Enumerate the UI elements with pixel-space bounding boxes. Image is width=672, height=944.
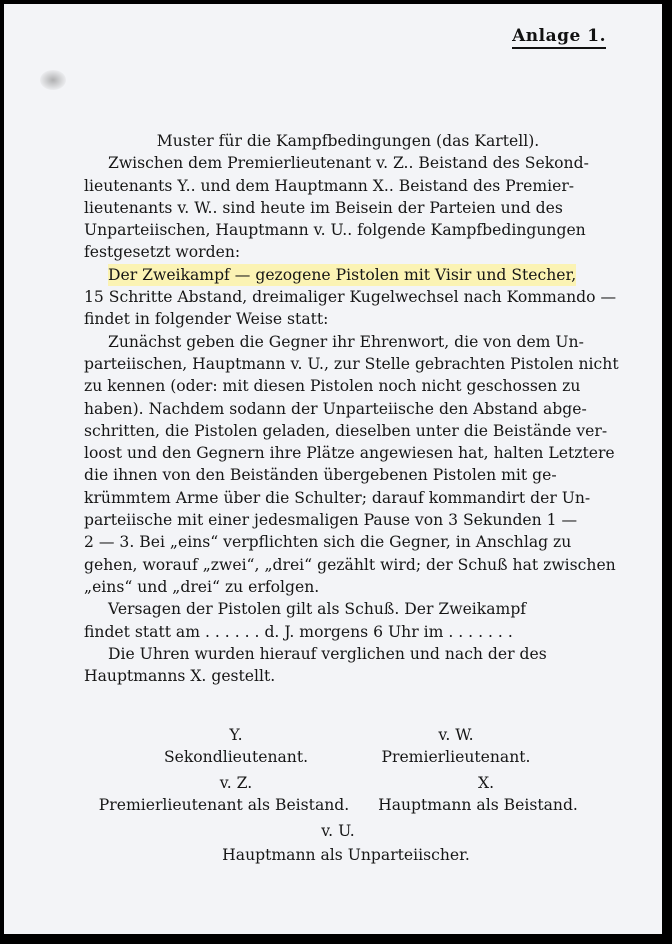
document-body (84, 130, 619, 687)
signature-initial-y: Y. (229, 726, 243, 744)
text-line: lieutenants Y.. und dem Hauptmann X.. Beistand des Premier- (84, 176, 575, 195)
signature-rank-z: Premierlieutenant als Beistand. (98, 796, 350, 814)
text-line: 2 — 3. Bei „eins“ verpflichten sich die Gegner, in Anschlag zu (84, 533, 572, 552)
document-title: Muster für die Kampfbedingungen (das Kartell). (156, 132, 540, 150)
text-line: Zwischen dem Premierlieutenant v. Z.. Beistand des Sekond- (108, 154, 589, 173)
text-line: „eins“ und „drei“ zu erfolgen. (84, 577, 320, 596)
text-line: Die Uhren wurden hierauf verglichen und nach der des (108, 644, 547, 663)
signature-rank-w: Premierlieutenant. (381, 748, 531, 766)
text-line: loost und den Gegnern ihre Plätze angewiesen hat, halten Letztere (84, 444, 615, 463)
document-page (4, 4, 662, 934)
text-line: Unparteiischen, Hauptmann v. U.. folgende Kampfbedingungen (84, 221, 586, 240)
text-line: haben). Nachdem sodann der Unparteiische den Abstand abge- (84, 399, 587, 418)
signature-block (84, 726, 612, 866)
text-line: 15 Schritte Abstand, dreimaliger Kugelwechsel nach Kommando — (84, 288, 617, 307)
signature-initial-u: v. U. (321, 822, 355, 840)
text-line: schritten, die Pistolen geladen, dieselben unter die Beistände ver- (84, 421, 608, 440)
appendix-label: Anlage 1. (512, 26, 606, 49)
text-line: findet in folgender Weise statt: (84, 310, 329, 329)
text-line: Versagen der Pistolen gilt als Schuß. Der Zweikampf (108, 600, 527, 619)
signature-initial-w: v. W. (438, 726, 474, 744)
signature-rank-u: Hauptmann als Unparteiischer. (222, 846, 470, 864)
text-line: festgesetzt worden: (84, 243, 241, 262)
text-line: die ihnen von den Beiständen übergebenen Pistolen mit ge- (84, 466, 557, 485)
signature-initial-x: X. (477, 774, 495, 792)
highlight-mark: Der Zweikampf — gezogene Pistolen mit Visir und Stecher, (108, 264, 576, 286)
text-line: parteiische mit einer jedesmaligen Pause von 3 Sekunden 1 — (84, 511, 578, 530)
signature-rank-x: Hauptmann als Beistand. (378, 796, 578, 814)
ink-smudge (40, 70, 66, 90)
text-line: krümmtem Arme über die Schulter; darauf kommandirt der Un- (84, 488, 591, 507)
signature-initial-z: v. Z. (219, 774, 253, 792)
text-line: gehen, worauf „zwei“, „drei“ gezählt wird; der Schuß hat zwischen (84, 555, 616, 574)
text-line: lieutenants v. W.. sind heute im Beisein der Parteien und des (84, 198, 563, 217)
text-line-highlighted (84, 264, 612, 286)
text-line: findet statt am . . . . . . d. J. morgens 6 Uhr im . . . . . . . (84, 622, 513, 641)
signature-rank-y: Sekondlieutenant. (163, 748, 309, 766)
text-line: Zunächst geben die Gegner ihr Ehrenwort, die von dem Un- (108, 332, 584, 351)
text-line: zu kennen (oder: mit diesen Pistolen noch nicht geschossen zu (84, 377, 581, 396)
text-line: Hauptmanns X. gestellt. (84, 667, 276, 686)
text-line: parteiischen, Hauptmann v. U., zur Stelle gebrachten Pistolen nicht (84, 354, 619, 373)
